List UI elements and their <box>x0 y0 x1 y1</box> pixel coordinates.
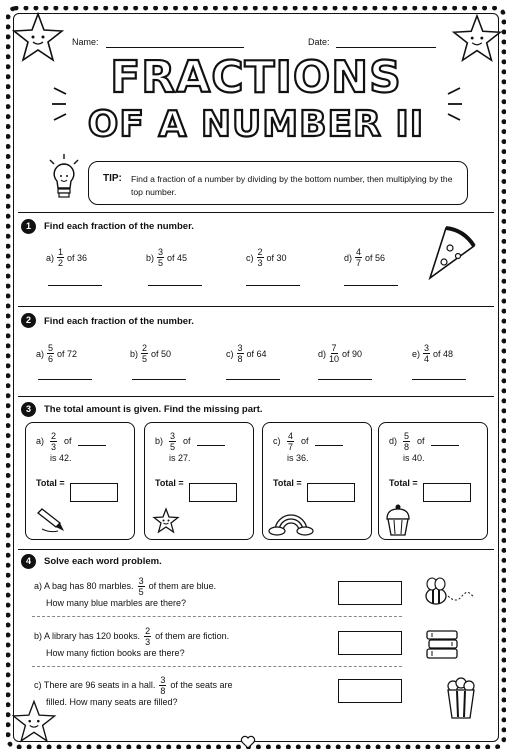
missing-part-blank[interactable] <box>197 445 225 446</box>
pizza-icon <box>424 222 480 284</box>
answer-box[interactable] <box>338 679 402 703</box>
answer-line[interactable] <box>318 379 372 380</box>
word-problem-a: a) A bag has 80 marbles. $\frac{3}{5}$ of them are blue. How many blue marbles are there? <box>34 576 217 608</box>
books-icon <box>424 628 460 662</box>
sparkle-lines-icon <box>436 82 466 132</box>
name-field[interactable] <box>106 47 244 48</box>
tip-box <box>88 161 468 205</box>
problem-divider <box>32 666 402 667</box>
date-label: Date: <box>308 37 330 47</box>
section-1-title: Find each fraction of the number. <box>44 221 194 232</box>
total-answer-box[interactable] <box>307 483 355 502</box>
answer-line[interactable] <box>226 379 280 380</box>
page-title: FRACTIONS <box>110 52 402 103</box>
section-divider <box>18 549 494 550</box>
section-3-title: The total amount is given. Find the missing part. <box>44 404 263 415</box>
rainbow-icon <box>267 503 315 537</box>
missing-part-blank[interactable] <box>431 445 459 446</box>
word-problem-b: b) A library has 120 books. $\frac{2}{3}$ of them are fiction. How many fiction books are there? <box>34 626 230 658</box>
answer-line[interactable] <box>246 285 300 286</box>
section-2-problem-d: d) $\frac{7}{10}$ of 90 <box>318 343 363 364</box>
section-3-card-b: b) $\frac{3}{5}$ of is 27. Total = <box>144 422 254 540</box>
star-face-icon <box>151 507 181 535</box>
section-divider <box>18 306 494 307</box>
section-1-number: 1 <box>21 219 36 234</box>
page-subtitle: OF A NUMBER II <box>87 104 425 145</box>
word-problem-c: c) There are 96 seats in a hall. $\frac{3}{8}$ of the seats are filled. How many seats are filled? <box>34 675 233 707</box>
missing-part-blank[interactable] <box>315 445 343 446</box>
answer-box[interactable] <box>338 631 402 655</box>
answer-line[interactable] <box>344 285 398 286</box>
section-divider <box>18 212 494 213</box>
tip-text: Find a fraction of a number by dividing by the bottom number, then multiplying by the top number. <box>131 174 453 197</box>
section-4-number: 4 <box>21 554 36 569</box>
lightbulb-icon <box>44 152 84 204</box>
answer-line[interactable] <box>148 285 202 286</box>
section-2-problem-a: a) $\frac{5}{6}$ of 72 <box>36 343 78 364</box>
name-label: Name: <box>72 37 99 47</box>
total-answer-box[interactable] <box>423 483 471 502</box>
cupcake-icon <box>383 503 413 537</box>
section-1-problem-d: d) $\frac{4}{7}$ of 56 <box>344 247 386 268</box>
missing-part-blank[interactable] <box>78 445 106 446</box>
tip-label: TIP: <box>103 173 122 184</box>
sparkle-lines-icon <box>48 82 78 132</box>
answer-line[interactable] <box>132 379 186 380</box>
answer-box[interactable] <box>338 581 402 605</box>
popcorn-icon <box>444 676 478 720</box>
section-1-problem-c: c) $\frac{2}{3}$ of 30 <box>246 247 287 268</box>
crayon-icon <box>34 507 68 535</box>
section-3-number: 3 <box>21 402 36 417</box>
section-3-card-a: a) $\frac{2}{3}$ of is 42. Total = <box>25 422 135 540</box>
answer-line[interactable] <box>48 285 102 286</box>
heart-icon <box>240 735 256 749</box>
section-2-number: 2 <box>21 313 36 328</box>
section-4-title: Solve each word problem. <box>44 556 162 567</box>
section-divider <box>18 396 494 397</box>
section-2-problem-e: e) $\frac{3}{4}$ of 48 <box>412 343 454 364</box>
total-answer-box[interactable] <box>189 483 237 502</box>
section-2-title: Find each fraction of the number. <box>44 316 194 327</box>
answer-line[interactable] <box>412 379 466 380</box>
date-field[interactable] <box>336 47 436 48</box>
section-1-problem-a: a) $\frac{1}{2}$ of 36 <box>46 247 88 268</box>
bee-icon <box>420 574 482 610</box>
section-3-card-c: c) $\frac{4}{7}$ of is 36. Total = <box>262 422 372 540</box>
answer-line[interactable] <box>38 379 92 380</box>
total-answer-box[interactable] <box>70 483 118 502</box>
section-2-problem-c: c) $\frac{3}{8}$ of 64 <box>226 343 267 364</box>
problem-divider <box>32 616 402 617</box>
section-1-problem-b: b) $\frac{3}{5}$ of 45 <box>146 247 188 268</box>
section-2-problem-b: b) $\frac{2}{5}$ of 50 <box>130 343 172 364</box>
section-3-card-d: d) $\frac{5}{8}$ of is 40. Total = <box>378 422 488 540</box>
